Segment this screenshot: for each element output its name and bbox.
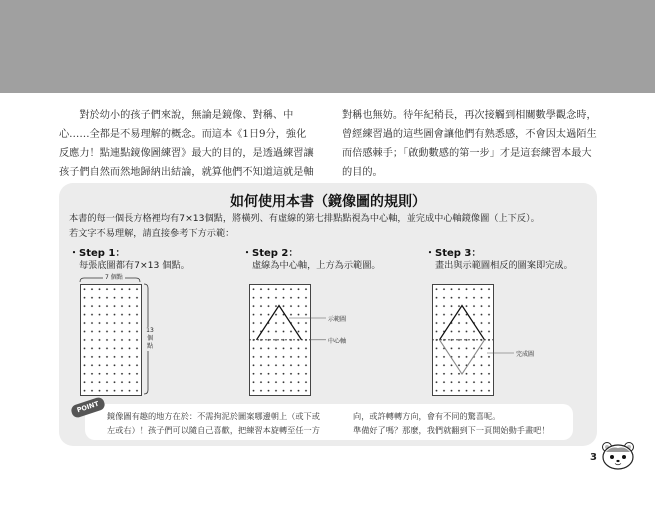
step-1-label: ・Step 1：	[69, 248, 126, 259]
intro-line: 心……全都是不易理解的概念。而這本《1日9分，強化	[59, 129, 307, 140]
side-count-number: 13	[146, 327, 154, 334]
point-line: 左或右）！孩子們可以隨自己喜歡，把練習本旋轉至任一方	[107, 425, 320, 435]
point-line: 鏡像圖有趣的地方在於：不需拘泥於圖案哪邊朝上（或下或	[107, 411, 320, 421]
intro-right-column	[342, 106, 600, 182]
point-box	[85, 404, 573, 440]
point-badge: POINT	[70, 396, 106, 419]
how-to-panel	[59, 183, 597, 446]
point-right-column	[353, 409, 550, 437]
point-line: 向，或許轉轉方向，會有不同的驚喜呢。	[353, 411, 501, 421]
step-1-desc: 每張底圖都有7×13 個點。	[79, 260, 190, 271]
hamster-icon	[601, 440, 635, 470]
panel-title: 如何使用本書（鏡像圖的規則）	[230, 194, 426, 210]
example-shape	[257, 306, 302, 340]
example-shape-step-3	[440, 306, 485, 340]
page-number: 3	[590, 452, 597, 463]
intro-line: 對稱也無妨。待年紀稍長，再次接觸到相關數學觀念時，	[342, 110, 597, 121]
intro-left-column	[59, 106, 317, 182]
point-line: 準備好了嗎？那麼，我們就翻到下一頁開始動手畫吧！	[353, 425, 550, 435]
intro-line: 的目的。	[342, 167, 383, 178]
intro-line: 孩子們自然而然地歸納出結論，就算他們不知道這就是軸	[59, 167, 314, 178]
intro-line: 反應力！點連點鏡像圖練習》最大的目的，是透過練習讓	[59, 148, 314, 159]
step-3-label: ・Step 3：	[425, 248, 482, 259]
header-band	[0, 0, 655, 93]
intro-line: 而倍感棘手；「啟動數感的第一步」才是這套練習本最大	[342, 148, 592, 159]
side-count-word: 點	[146, 343, 153, 350]
panel-desc-line: 本書的每一個長方格裡均有7×13個點，將橫列、有虛線的第七排點點視為中心軸，並完成中心軸鏡像圖（上下反）。	[69, 213, 540, 224]
side-count-label	[145, 327, 155, 351]
intro-line: 曾經練習過的這些圖會讓他們有熟悉感，不會因太過陌生	[342, 129, 597, 140]
axis-label: 中心軸	[328, 338, 347, 345]
mirrored-shape	[440, 340, 485, 374]
intro-line: 對於幼小的孩子們來說，無論是鏡像、對稱、中	[59, 110, 294, 121]
side-count-unit: 個	[146, 335, 153, 342]
completed-label: 完成圖	[516, 351, 535, 358]
step-3-desc: 畫出與示範圖相反的圖案即完成。	[435, 260, 573, 271]
top-count-label: 7 個點	[105, 274, 123, 281]
step-2-label: ・Step 2：	[242, 248, 299, 259]
example-label: 示範圖	[328, 316, 347, 323]
panel-desc-line: 若文字不易理解，請直接參考下方示範：	[69, 228, 235, 239]
point-left-column	[107, 409, 320, 437]
step-2-desc: 虛線為中心軸，上方為示範圖。	[252, 260, 381, 271]
